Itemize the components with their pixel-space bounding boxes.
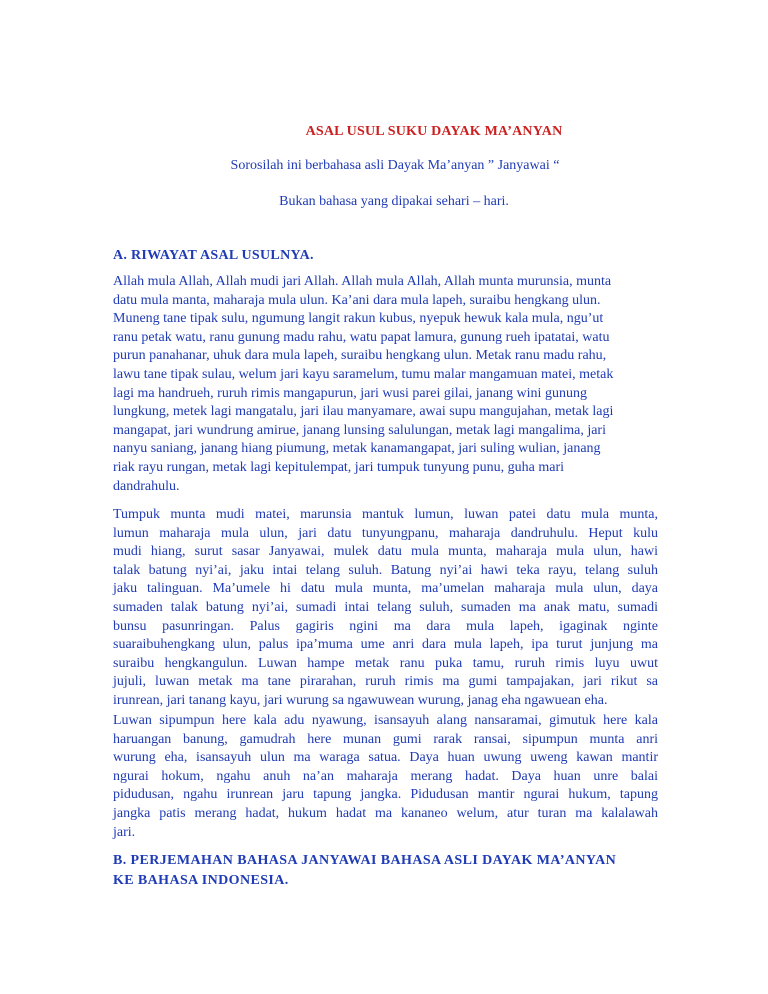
paragraph-line: ranu petak watu, ranu gunung madu rahu, watu papat lamura, gunung rueh ipatatai, watu xyxy=(113,329,610,345)
paragraph-3 xyxy=(113,712,658,842)
section-a-heading: A. RIWAYAT ASAL USULNYA. xyxy=(113,248,314,263)
paragraph-line: jangka patis merang hadat, hukum hadat ma kananeo welum, atur turan ma kalalawah xyxy=(113,805,658,821)
section-b-heading xyxy=(113,851,658,891)
paragraph-line: jaku talinguan. Ma’umele hi datu mula munta, ma’umelan maharaja mula ulun, daya xyxy=(113,581,658,597)
paragraph-line: datu mula manta, maharaja mula ulun. Ka’ani dara mula lapeh, suraibu hengkang ulun. xyxy=(113,292,601,308)
paragraph-line: Muneng tane tipak sulu, ngumung langit rakun kubus, nyepuk hewuk kala mula, ngu’ut xyxy=(113,311,604,327)
paragraph-line: jari. xyxy=(113,824,136,840)
heading-line: B. PERJEMAHAN BAHASA JANYAWAI BAHASA ASLI DAYAK MA’ANYAN xyxy=(113,853,617,868)
heading-line: KE BAHASA INDONESIA. xyxy=(113,873,289,888)
paragraph-line: jujuli, luwan metak ma tane pirarahan, ruruh rimis ma gumi tampajakan, jari rikut sa xyxy=(113,674,658,690)
paragraph-line: mangapat, jari wundrung amirue, janang lunsing salulungan, metak lagi mangalima, jari xyxy=(113,422,606,438)
paragraph-line: dandrahulu. xyxy=(113,478,180,494)
paragraph-line: lungkung, metek lagi mangatalu, jari ilau manyamare, awai supu mangujahan, metak lagi xyxy=(113,404,614,420)
paragraph-line: lagi ma handrueh, ruruh rimis mangapurun, jari wusi parei gilai, janang wini gunung xyxy=(113,385,587,401)
paragraph-line: purun panahanar, uhuk dara mula lapeh, suraibu hengkang ulun. Metak ranu madu rahu, xyxy=(113,348,607,364)
document-title: ASAL USUL SUKU DAYAK MA’ANYAN xyxy=(305,124,563,139)
paragraph-line: lumun maharaja mula ulun, jari datu tunyungpanu, maharaja dandruhulu. Heput kulu xyxy=(113,525,658,541)
paragraph-line: Allah mula Allah, Allah mudi jari Allah. Allah mula Allah, Allah munta murunsia, munta xyxy=(113,274,612,289)
paragraph-1 xyxy=(113,273,658,496)
paragraph-line: mudi hiang, surut sasar Janyawai, mulek datu mula munta, maharaja mula ulun, hawi xyxy=(113,544,658,560)
document-subtitle-note: Bukan bahasa yang dipakai sehari – hari. xyxy=(279,194,509,209)
paragraph-2 xyxy=(113,506,658,711)
paragraph-line: wurung eha, isansayuh ulun ma waraga satua. Daya huan uwung uweng kawan mantir xyxy=(113,750,658,766)
paragraph-line: sumaden talak batung nyi’ai, sumadi intai telang suluh, sumaden ma anak matu, sumadi xyxy=(113,599,658,615)
paragraph-line: talak batung nyi’ai, jaku intai telang suluh. Batung nyi’ai hawi teka rayu, telang suluh xyxy=(113,562,658,578)
paragraph-line: nanyu saniang, janang hiang piumung, metak kanamangapat, jari suling wulian, janang xyxy=(113,441,601,457)
paragraph-line: Luwan sipumpun here kala adu nyawung, isansayuh alang nansaramai, gimutuk here kala xyxy=(113,713,658,728)
paragraph-line: pidudusan, ngahu irunrean jaru tapung jangka. Pidudusan mantir ngurai hukum, tapung xyxy=(113,787,658,803)
paragraph-line: haruangan banung, gamudrah here munan gumi rarak ransai, sipumpun munta anri xyxy=(113,731,658,747)
document-subtitle: Sorosilah ini berbahasa asli Dayak Ma’anyan ” Janyawai “ xyxy=(230,158,560,173)
paragraph-line: suraibu hengkangulun. Luwan hampe metak ranu puka tamu, ruruh rimis luyu uwut xyxy=(113,655,658,671)
paragraph-line: Tumpuk munta mudi matei, marunsia mantuk lumun, luwan patei datu mula munta, xyxy=(113,507,658,522)
paragraph-line: irunrean, jari tanang kayu, jari wurung sa ngawuwean wurung, janag eha ngawuean eha. xyxy=(113,692,608,708)
paragraph-line: lawu tane tipak sulau, welum jari kayu saramelum, tumu malar mangamuan matei, metak xyxy=(113,366,614,382)
paragraph-line: ngurai hokum, ngahu anuh na’an maharaja merang hadat. Daya huan unre balai xyxy=(113,768,658,784)
paragraph-line: bunsu pasunringan. Palus gagiris ngini ma dara mula lapeh, igaginak nginte xyxy=(113,618,658,634)
paragraph-line: riak rayu rungan, metak lagi kepitulempat, jari tumpuk tunyung punu, guha mari xyxy=(113,459,565,475)
paragraph-line: suaraibuhengkang ulun, palus ipa’muma ume anri dara mula lapeh, ipa turut junjung ma xyxy=(113,637,658,653)
